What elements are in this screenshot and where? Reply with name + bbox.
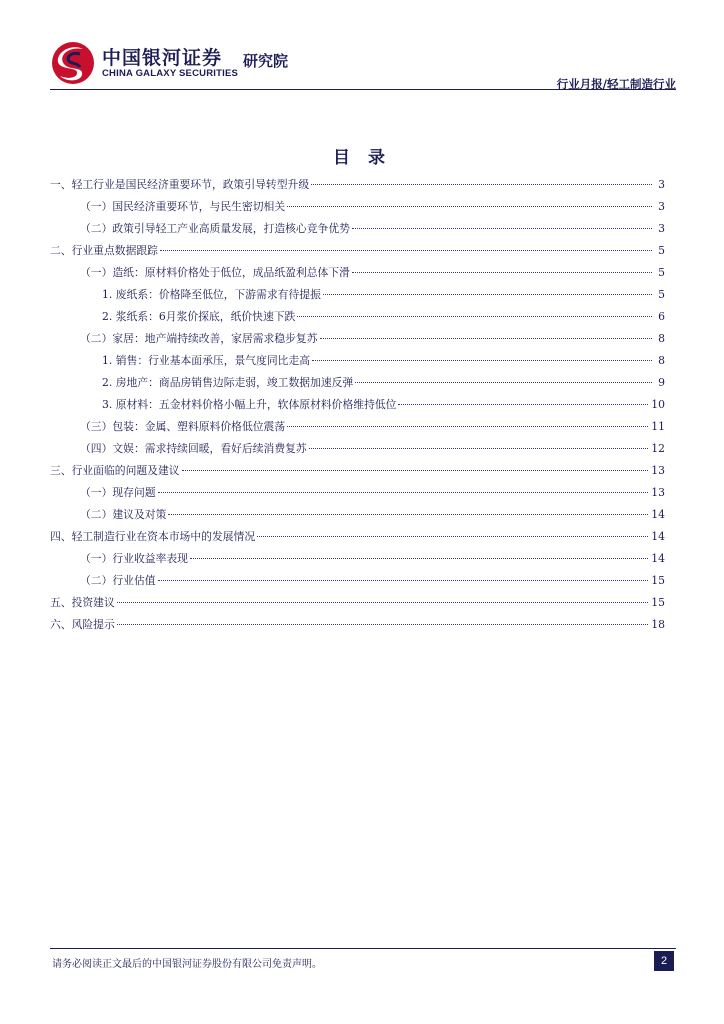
toc-entry-page: 11 (651, 420, 665, 433)
toc-entry[interactable] (50, 375, 665, 397)
toc-entry[interactable] (50, 221, 665, 243)
toc-entry-label: 2. 浆纸系：6月浆价探底，纸价快速下跌 (102, 310, 296, 323)
toc-entry-page: 5 (658, 288, 665, 301)
toc-entry-label: （一）行业收益率表现 (80, 552, 188, 565)
toc-entry-page: 3 (658, 200, 665, 213)
toc-entry-page: 3 (658, 222, 665, 235)
toc-entry-page: 14 (651, 508, 665, 521)
toc-entry-label: （三）包装：金属、塑料原料价格低位震荡 (80, 420, 286, 433)
dot-leader (117, 624, 648, 625)
toc-entry-label: 3. 原材料：五金材料价格小幅上升，软体原材料价格维持低位 (102, 398, 397, 411)
toc-entry-label: 三、行业面临的问题及建议 (50, 464, 180, 477)
toc-entry-label: （一）现存问题 (80, 486, 156, 499)
toc-entry[interactable] (50, 485, 665, 507)
toc-entry-label: 五、投资建议 (50, 596, 115, 609)
brand-suffix: 研究院 (243, 52, 289, 70)
toc-entry-label: 2. 房地产：商品房销售边际走弱，竣工数据加速反弹 (102, 376, 354, 389)
brand-name-cn: 中国银河证券 (102, 47, 223, 69)
toc-title: 目 录 (333, 148, 391, 168)
disclaimer-text: 请务必阅读正文最后的中国银河证券股份有限公司免责声明。 (52, 959, 322, 970)
dot-leader (398, 404, 648, 405)
toc-entry-label: （一）造纸：原材料价格处于低位，成品纸盈利总体下滑 (80, 266, 350, 279)
toc-entry-label: 四、轻工制造行业在资本市场中的发展情况 (50, 530, 256, 543)
toc-entry-label: 一、轻工行业是国民经济重要环节，政策引导转型升级 (50, 178, 310, 191)
toc-entry[interactable] (50, 441, 665, 463)
toc-entry-label: 1. 销售：行业基本面承压，景气度同比走高 (102, 354, 311, 367)
dot-leader (257, 536, 648, 537)
dot-leader (168, 514, 648, 515)
toc-entry[interactable] (50, 419, 665, 441)
toc-entry[interactable] (50, 595, 665, 617)
toc-entry-page: 13 (651, 464, 665, 477)
dot-leader (287, 206, 652, 207)
toc-entry[interactable] (50, 529, 665, 551)
toc-entry-label: （一）国民经济重要环节，与民生密切相关 (80, 200, 286, 213)
toc-entry[interactable] (50, 265, 665, 287)
report-header (50, 38, 676, 90)
toc-entry-label: （四）文娱：需求持续回暖，看好后续消费复苏 (80, 442, 307, 455)
toc-entry[interactable] (50, 353, 665, 375)
toc-entry-label: （二）家居：地产端持续改善，家居需求稳步复苏 (80, 332, 318, 345)
footer-divider (50, 948, 676, 949)
toc-entry-page: 18 (651, 618, 665, 631)
toc-entry-page: 6 (658, 310, 665, 323)
toc-entry[interactable] (50, 573, 665, 595)
table-of-contents (50, 177, 665, 639)
toc-entry[interactable] (50, 309, 665, 331)
toc-entry-label: 六、风险提示 (50, 618, 115, 631)
dot-leader (182, 470, 649, 471)
toc-entry-page: 8 (658, 354, 665, 367)
dot-leader (320, 338, 652, 339)
toc-entry-page: 13 (651, 486, 665, 499)
header-divider (50, 89, 676, 90)
toc-entry-label: （二）政策引导轻工产业高质量发展，打造核心竞争优势 (80, 222, 350, 235)
toc-entry[interactable] (50, 551, 665, 573)
toc-entry[interactable] (50, 617, 665, 639)
toc-entry[interactable] (50, 199, 665, 221)
dot-leader (323, 294, 652, 295)
dot-leader (355, 382, 652, 383)
toc-entry[interactable] (50, 243, 665, 265)
dot-leader (158, 580, 649, 581)
toc-entry-page: 12 (651, 442, 665, 455)
toc-entry[interactable] (50, 397, 665, 419)
dot-leader (352, 228, 652, 229)
toc-entry-label: 二、行业重点数据跟踪 (50, 244, 158, 257)
page-number: 2 (654, 951, 674, 971)
dot-leader (158, 492, 649, 493)
dot-leader (297, 316, 652, 317)
toc-entry[interactable] (50, 331, 665, 353)
toc-entry[interactable] (50, 463, 665, 485)
galaxy-logo-icon (50, 40, 96, 86)
dot-leader (117, 602, 648, 603)
toc-entry-label: （二）行业估值 (80, 574, 156, 587)
dot-leader (190, 558, 648, 559)
brand-name-en: CHINA GALAXY SECURITIES (102, 68, 239, 79)
dot-leader (312, 360, 652, 361)
toc-entry-page: 14 (651, 552, 665, 565)
toc-entry-page: 9 (658, 376, 665, 389)
toc-entry-label: 1. 废纸系：价格降至低位，下游需求有待提振 (102, 288, 321, 301)
toc-entry[interactable] (50, 287, 665, 309)
toc-entry-page: 14 (651, 530, 665, 543)
dot-leader (287, 426, 648, 427)
toc-entry-page: 3 (658, 178, 665, 191)
toc-entry[interactable] (50, 507, 665, 529)
toc-entry-page: 5 (658, 244, 665, 257)
toc-entry-label: （二）建议及对策 (80, 508, 167, 521)
toc-entry-page: 10 (651, 398, 665, 411)
toc-entry-page: 8 (658, 332, 665, 345)
toc-entry-page: 15 (651, 596, 665, 609)
toc-entry-page: 5 (658, 266, 665, 279)
dot-leader (311, 184, 652, 185)
dot-leader (309, 448, 649, 449)
dot-leader (160, 250, 652, 251)
report-type: 行业月报/轻工制造行业 (556, 77, 676, 91)
toc-entry[interactable] (50, 177, 665, 199)
dot-leader (352, 272, 652, 273)
toc-entry-page: 15 (651, 574, 665, 587)
